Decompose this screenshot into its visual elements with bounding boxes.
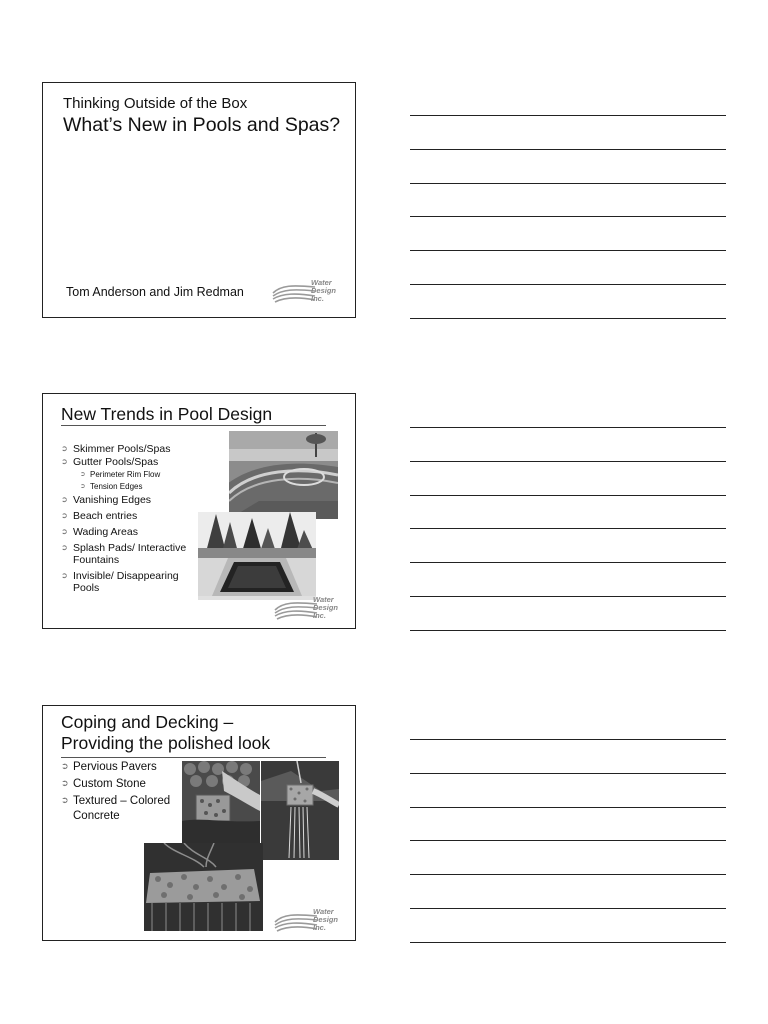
slide-3-title-line2: Providing the polished look bbox=[61, 733, 271, 753]
bullet-list bbox=[61, 760, 186, 824]
pavers-photo bbox=[182, 761, 260, 843]
slide-1-title: What’s New in Pools and Spas? bbox=[63, 114, 341, 136]
note-line bbox=[410, 427, 726, 428]
note-line bbox=[410, 149, 726, 150]
right-arrow-icon: ➲ bbox=[61, 796, 69, 806]
right-arrow-icon: ➲ bbox=[61, 511, 68, 520]
bullet-list bbox=[61, 443, 196, 594]
note-line bbox=[410, 318, 726, 319]
right-arrow-icon: ➲ bbox=[61, 779, 69, 789]
list-item: ➲ Vanishing Edges bbox=[61, 494, 152, 506]
list-item: ➲ Skimmer Pools/Spas bbox=[61, 443, 171, 455]
note-line bbox=[410, 908, 726, 909]
water-design-logo bbox=[271, 279, 351, 309]
slide-3 bbox=[42, 705, 356, 941]
note-line bbox=[410, 284, 726, 285]
right-arrow-icon: ➲ bbox=[61, 571, 68, 580]
note-line bbox=[410, 874, 726, 875]
note-line bbox=[410, 528, 726, 529]
note-line bbox=[410, 630, 726, 631]
logo-text: Water Design Inc. bbox=[313, 907, 339, 932]
right-arrow-icon: ➲ bbox=[61, 543, 68, 552]
list-item: ➲ Tension Edges bbox=[80, 482, 143, 491]
pool-photo-gutter bbox=[229, 431, 338, 519]
logo-text: Water Design Inc. bbox=[311, 278, 337, 303]
slide-3-title bbox=[61, 712, 270, 754]
list-item: ➲ Pervious Pavers bbox=[61, 761, 157, 773]
slide-2 bbox=[42, 393, 356, 629]
note-line bbox=[410, 216, 726, 217]
note-line bbox=[410, 183, 726, 184]
title-divider bbox=[61, 425, 326, 426]
right-arrow-icon: ➲ bbox=[80, 470, 86, 478]
note-line bbox=[410, 495, 726, 496]
slide-1-authors: Tom Anderson and Jim Redman bbox=[66, 285, 244, 299]
concrete-slab-photo bbox=[144, 843, 263, 931]
logo-text: Water Design Inc. bbox=[313, 595, 339, 620]
note-line bbox=[410, 250, 726, 251]
slide-1 bbox=[42, 82, 356, 318]
slide-3-title-line1: Coping and Decking – bbox=[61, 712, 234, 732]
water-design-logo bbox=[273, 908, 353, 938]
note-line bbox=[410, 739, 726, 740]
water-design-logo bbox=[273, 596, 353, 626]
note-line bbox=[410, 840, 726, 841]
note-line bbox=[410, 562, 726, 563]
note-line bbox=[410, 807, 726, 808]
right-arrow-icon: ➲ bbox=[61, 495, 68, 504]
list-item: ➲ Custom Stone bbox=[61, 778, 146, 790]
list-item: ➲ Invisible/ Disappearing Pools bbox=[61, 570, 179, 594]
list-item: ➲ Textured – Colored Concrete bbox=[61, 795, 171, 822]
slide-1-pretitle: Thinking Outside of the Box bbox=[63, 95, 248, 112]
right-arrow-icon: ➲ bbox=[61, 762, 69, 772]
note-line bbox=[410, 942, 726, 943]
note-line bbox=[410, 461, 726, 462]
right-arrow-icon: ➲ bbox=[61, 457, 68, 466]
note-line bbox=[410, 115, 726, 116]
note-line bbox=[410, 773, 726, 774]
list-item: ➲ Gutter Pools/Spas bbox=[61, 456, 159, 468]
right-arrow-icon: ➲ bbox=[80, 482, 86, 490]
list-item: ➲ Wading Areas bbox=[61, 526, 138, 538]
pervious-paver-photo bbox=[261, 761, 339, 860]
right-arrow-icon: ➲ bbox=[61, 444, 68, 453]
pool-photo-trees bbox=[198, 512, 316, 600]
title-divider bbox=[61, 757, 326, 758]
list-item: ➲ Splash Pads/ Interactive Fountains bbox=[61, 542, 187, 566]
note-line bbox=[410, 596, 726, 597]
list-item: ➲ Perimeter Rim Flow bbox=[80, 470, 161, 479]
right-arrow-icon: ➲ bbox=[61, 527, 68, 536]
slide-2-title: New Trends in Pool Design bbox=[61, 404, 273, 424]
list-item: ➲ Beach entries bbox=[61, 510, 138, 522]
